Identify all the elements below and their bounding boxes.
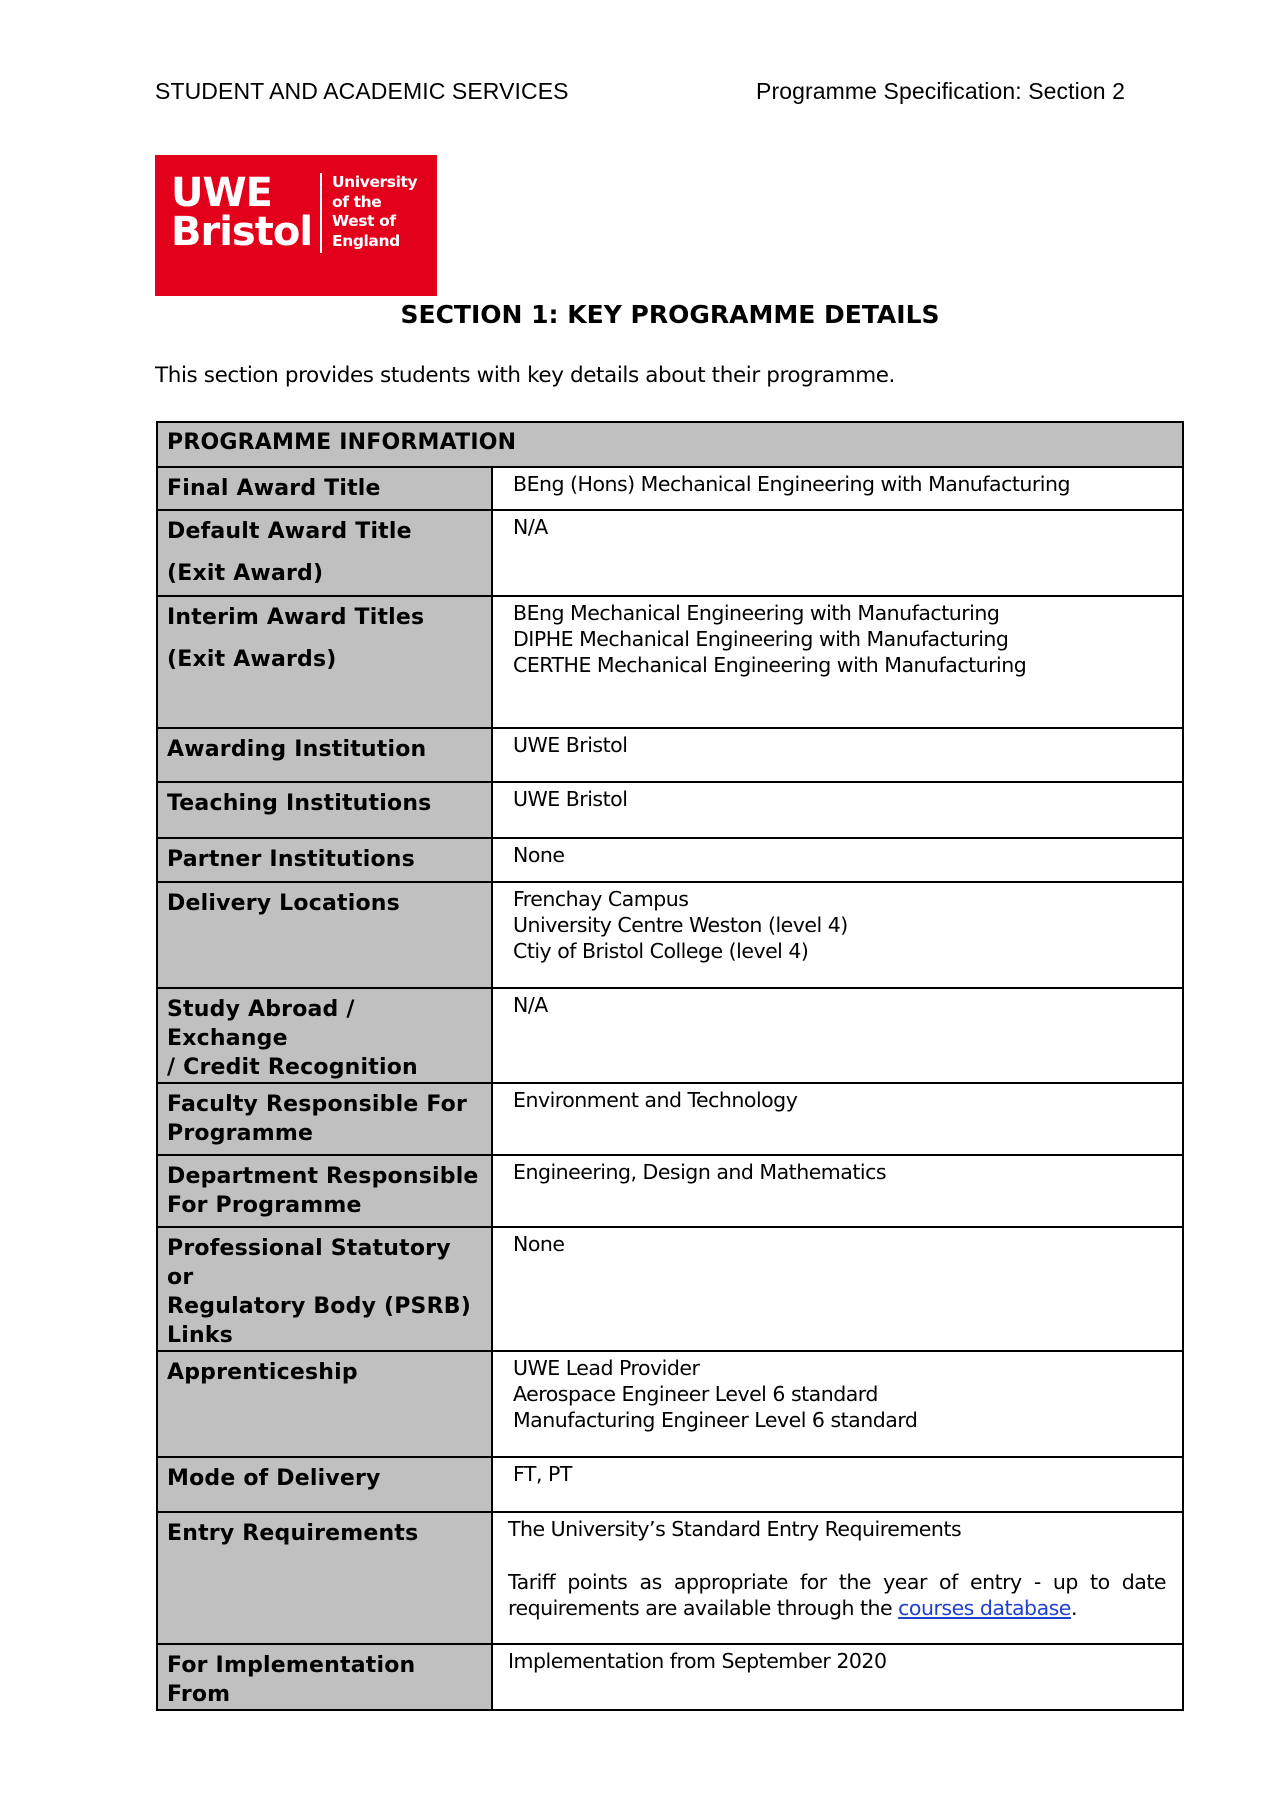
table-row	[157, 988, 1183, 1083]
table-row	[157, 782, 1183, 838]
logo-sub-line: West of	[332, 212, 396, 230]
logo-subtitle	[332, 173, 417, 251]
row-value	[492, 882, 1183, 988]
table-row	[157, 838, 1183, 882]
label-line: Default Award Title	[167, 519, 412, 544]
value-line: FT, PT	[513, 1462, 572, 1486]
row-value	[492, 988, 1183, 1083]
table-row	[157, 510, 1183, 596]
label-line: Department Responsible	[167, 1164, 479, 1189]
value-line: UWE Bristol	[513, 733, 628, 757]
table-heading: PROGRAMME INFORMATION	[157, 422, 1183, 467]
row-label	[157, 1083, 492, 1155]
row-value	[492, 1155, 1183, 1227]
value-line: Ctiy of Bristol College (level 4)	[513, 939, 809, 963]
label-line: Entry Requirements	[167, 1521, 419, 1546]
value-line: None	[513, 843, 565, 867]
page-header-right: Programme Specification: Section 2	[756, 78, 1126, 104]
row-label	[157, 1155, 492, 1227]
table-row	[157, 1351, 1183, 1457]
table-row	[157, 1512, 1183, 1644]
row-value	[492, 1351, 1183, 1457]
table-row	[157, 882, 1183, 988]
row-value	[492, 510, 1183, 596]
label-line: Delivery Locations	[167, 891, 400, 916]
label-line: Faculty Responsible For	[167, 1092, 468, 1117]
logo-sub-line: England	[332, 231, 400, 250]
section-title	[0, 300, 1180, 329]
row-value	[492, 728, 1183, 782]
table-row	[157, 1644, 1183, 1710]
value-line: Environment and Technology	[513, 1088, 798, 1112]
row-label	[157, 728, 492, 782]
value-line: N/A	[513, 515, 548, 539]
value-line: BEng Mechanical Engineering with Manufacturing	[513, 601, 1000, 625]
logo-sub-line: of the	[332, 192, 382, 211]
row-value	[492, 467, 1183, 510]
row-value	[492, 1644, 1183, 1710]
value-line: N/A	[513, 993, 548, 1017]
value-line: Aerospace Engineer Level 6 standard	[513, 1382, 878, 1406]
value-line: UWE Lead Provider	[513, 1356, 700, 1380]
label-line: For Implementation From	[167, 1653, 416, 1707]
label-line: Apprenticeship	[167, 1360, 358, 1385]
table-row	[157, 728, 1183, 782]
label-line: Teaching Institutions	[167, 791, 432, 816]
row-value	[492, 596, 1183, 728]
logo-divider	[320, 173, 322, 253]
value-line: DIPHE Mechanical Engineering with Manufacturing	[513, 627, 1009, 651]
label-line: Regulatory Body (PSRB)	[167, 1294, 471, 1319]
label-line: Interim Award Titles	[167, 605, 425, 630]
entry-requirements-text: Tariff points as appropriate for the year of entry - up to date requirements are available through the	[508, 1570, 1166, 1620]
row-value	[492, 1083, 1183, 1155]
value-line: Frenchay Campus	[513, 887, 689, 911]
value-line: UWE Bristol	[513, 787, 628, 811]
label-line: Awarding Institution	[167, 737, 427, 762]
logo-uwe-text: UWE	[171, 170, 272, 216]
label-line: Links	[167, 1323, 233, 1348]
row-label	[157, 1457, 492, 1512]
row-label	[157, 988, 492, 1083]
row-label	[157, 1351, 492, 1457]
table-row	[157, 1155, 1183, 1227]
label-line: Partner Institutions	[167, 847, 415, 872]
section-title-text: SECTION 1: KEY PROGRAMME DETAILS	[400, 300, 940, 329]
table-row	[157, 467, 1183, 510]
row-label	[157, 1227, 492, 1351]
label-line: For Programme	[167, 1193, 362, 1218]
row-label	[157, 1644, 492, 1710]
programme-information-table	[156, 421, 1184, 1711]
row-value	[492, 838, 1183, 882]
label-line: Study Abroad / Exchange	[167, 997, 355, 1051]
logo-bristol-text: Bristol	[171, 209, 313, 255]
row-value	[492, 782, 1183, 838]
row-label	[157, 467, 492, 510]
row-label	[157, 782, 492, 838]
label-line: Final Award Title	[167, 476, 381, 501]
value-line: CERTHE Mechanical Engineering with Manufacturing	[513, 653, 1027, 677]
label-line: (Exit Awards)	[167, 647, 337, 672]
table-row	[157, 596, 1183, 728]
value-line: None	[513, 1232, 565, 1256]
uwe-bristol-logo	[155, 155, 437, 296]
row-label	[157, 838, 492, 882]
table-row	[157, 1227, 1183, 1351]
label-line: Professional Statutory or	[167, 1236, 451, 1290]
value-line: Engineering, Design and Mathematics	[513, 1160, 887, 1184]
row-value	[492, 1227, 1183, 1351]
page-header-left: STUDENT AND ACADEMIC SERVICES	[155, 78, 569, 104]
courses-database-link[interactable]: courses database	[898, 1596, 1071, 1620]
entry-requirements-end: .	[1070, 1596, 1077, 1620]
row-label	[157, 882, 492, 988]
value-line: University Centre Weston (level 4)	[513, 913, 848, 937]
label-line: / Credit Recognition	[167, 1055, 418, 1080]
entry-requirements-paragraph	[508, 1569, 1166, 1621]
intro-text: This section provides students with key details about their programme.	[155, 363, 895, 388]
row-label	[157, 1512, 492, 1644]
row-value	[492, 1457, 1183, 1512]
value-line: Manufacturing Engineer Level 6 standard	[513, 1408, 918, 1432]
logo-sub-line: University	[332, 173, 418, 191]
label-line: Mode of Delivery	[167, 1466, 381, 1491]
table-row	[157, 1457, 1183, 1512]
label-line: Programme	[167, 1121, 314, 1146]
label-line: (Exit Award)	[167, 561, 324, 586]
table-heading-row	[157, 422, 1183, 467]
row-label	[157, 510, 492, 596]
table-row	[157, 1083, 1183, 1155]
value-line: Implementation from September 2020	[508, 1649, 887, 1673]
row-label	[157, 596, 492, 728]
value-line: BEng (Hons) Mechanical Engineering with Manufacturing	[513, 472, 1071, 496]
row-value	[492, 1512, 1183, 1644]
value-line: The University’s Standard Entry Requirements	[508, 1517, 962, 1541]
